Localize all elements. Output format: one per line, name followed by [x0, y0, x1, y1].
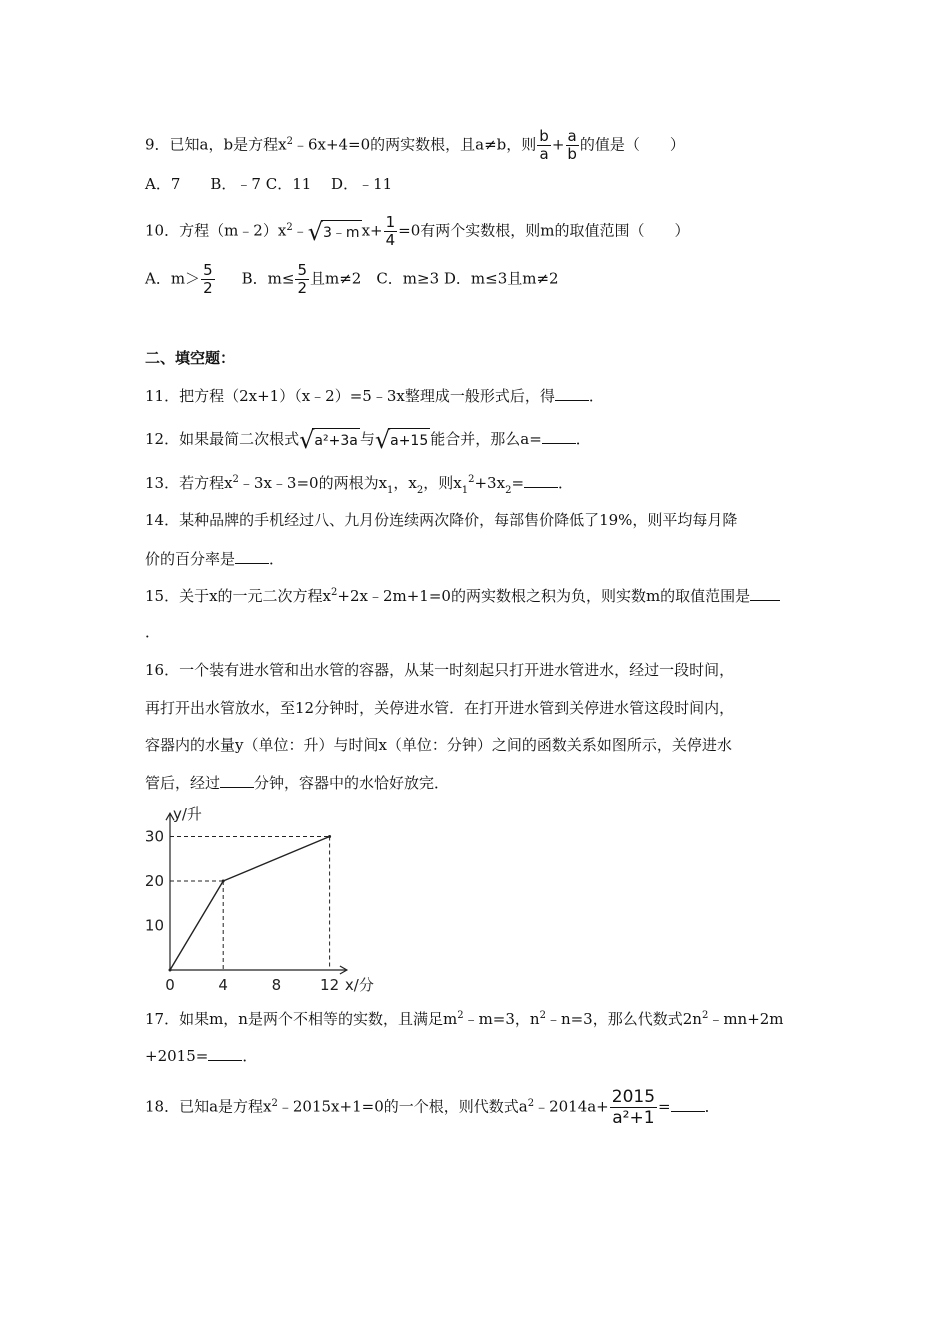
- question-16-line-4: 管后，经过 分钟，容器中的水恰好放完．: [145, 774, 450, 792]
- answer-blank: [235, 549, 269, 564]
- question-15-line-2: ．: [145, 623, 161, 641]
- answer-blank: [555, 386, 589, 401]
- radical-3-minus-m: √ 3﹣m: [307, 217, 360, 246]
- data-point: [169, 969, 172, 972]
- answer-blank: [750, 586, 780, 601]
- fraction-one-quarter: $\frac{1}{4}$: [385, 213, 396, 249]
- fraction-b-over-a: $\frac{b}{a}$: [539, 127, 549, 163]
- radical-sign-icon: √: [299, 426, 315, 454]
- question-16-line-2: 再打开出水管放水，至12分钟时，关停进水管．在打开进水管到关停进水管这段时间内，: [145, 699, 735, 717]
- question-9: 9．已知a，b是方程$x^2﹣6x+4=0$的两实数根，且a≠b，则 $\frac{b}{a}$ + $\frac{a}{b}$ 的值是（ ）: [145, 127, 685, 163]
- series-segment: [223, 837, 329, 882]
- radical-sign-icon: √: [307, 217, 324, 246]
- fraction-five-halves-a: $\frac{5}{2}$: [203, 261, 213, 297]
- x-tick-label: 8: [271, 976, 282, 994]
- fraction-2015-over-a2-plus-1: $\frac{2015}{\text{a²+1}}$: [611, 1087, 656, 1128]
- question-14-line-1: 14．某种品牌的手机经过八、九月份连续两次降价，每部售价降低了19%，则平均每月降: [145, 511, 738, 529]
- question-10: 10．方程$(m﹣2)x^2﹣$ √ 3﹣m x+ $\frac{1}{4}$ =0有两个实数根，则m的取值范围（ ）: [145, 213, 690, 249]
- question-9-options: A．7 B．﹣7 C．11 D．﹣11: [145, 175, 393, 193]
- y-tick-label: 30: [144, 827, 164, 846]
- question-17-line-2: +2015= ．: [145, 1047, 258, 1065]
- y-tick-label: 20: [144, 872, 164, 890]
- chart-guides: [170, 837, 330, 971]
- radical-sign-icon: √: [374, 426, 391, 454]
- y-tick-label: 10: [144, 916, 164, 935]
- chart-series: [169, 835, 332, 972]
- question-17-line-1: 17．如果m，n是两个不相等的实数，且满足$m^2﹣m=3$，$n^2﹣n=3$，那么代数式$2n^2﹣mn+2m$: [145, 1010, 784, 1028]
- radical-a2-plus-3a: √ a²+3a: [299, 426, 358, 454]
- y-axis-label: y/升: [173, 805, 202, 824]
- fraction-a-over-b: $\frac{a}{b}$: [567, 127, 577, 163]
- question-10-options: A．m＞ $\frac{5}{2}$ B．m≤ $\frac{5}{2}$ 且m≠2 C．m≥3 D．m≤3且m≠2: [145, 261, 559, 297]
- data-point: [222, 880, 225, 883]
- data-point: [328, 835, 331, 838]
- x-tick-label: 0: [165, 976, 175, 994]
- question-16-line-3: 容器内的水量y（单位：升）与时间x（单位：分钟）之间的函数关系如图所示，关停进水: [145, 736, 732, 754]
- chart-axes: [166, 813, 347, 974]
- section-heading-fill-in: 二、填空题：: [145, 349, 236, 367]
- fraction-five-halves-b: $\frac{5}{2}$: [297, 261, 307, 297]
- question-12: 12．如果最简二次根式 √ a²+3a 与 √ a+15 能合并，那么a= ．: [145, 426, 591, 454]
- question-13: 13．若方程$x^2﹣3x﹣3=0$的两根为$x_1$，$x_2$，则$x_1^2+3x_2=$ ．: [145, 474, 574, 496]
- answer-blank: [671, 1097, 705, 1112]
- chart-labels: [145, 805, 374, 994]
- question-11: 11．把方程（2x+1）（x﹣2）=5﹣3x整理成一般形式后，得 ．: [145, 387, 604, 405]
- question-16-line-1: 16．一个装有进水管和出水管的容器，从某一时刻起只打开进水管进水，经过一段时间，: [145, 661, 735, 679]
- radical-a-plus-15: √ a+15: [374, 426, 429, 454]
- series-segment: [170, 881, 223, 970]
- x-tick-label: 12: [320, 976, 340, 994]
- question-15-line-1: 15．关于x的一元二次方程$x^2+2x﹣2m+1=0$的两实数根之积为负，则实数m的取值范围是: [145, 586, 780, 609]
- answer-blank: [220, 773, 254, 788]
- answer-blank: [524, 473, 558, 488]
- x-axis-label: x/分: [344, 976, 374, 994]
- water-volume-chart: [140, 800, 380, 1000]
- x-tick-label: 4: [218, 976, 228, 994]
- answer-blank: [208, 1046, 242, 1061]
- question-14-line-2: 价的百分率是 ．: [145, 550, 285, 568]
- question-18: 18．已知a是方程$x^2﹣2015x+1=0$的一个根，则代数式$a^2﹣2014a+$ $\frac{2015}{\text{a²+1}}$ = ．: [145, 1087, 720, 1128]
- answer-blank: [542, 429, 576, 444]
